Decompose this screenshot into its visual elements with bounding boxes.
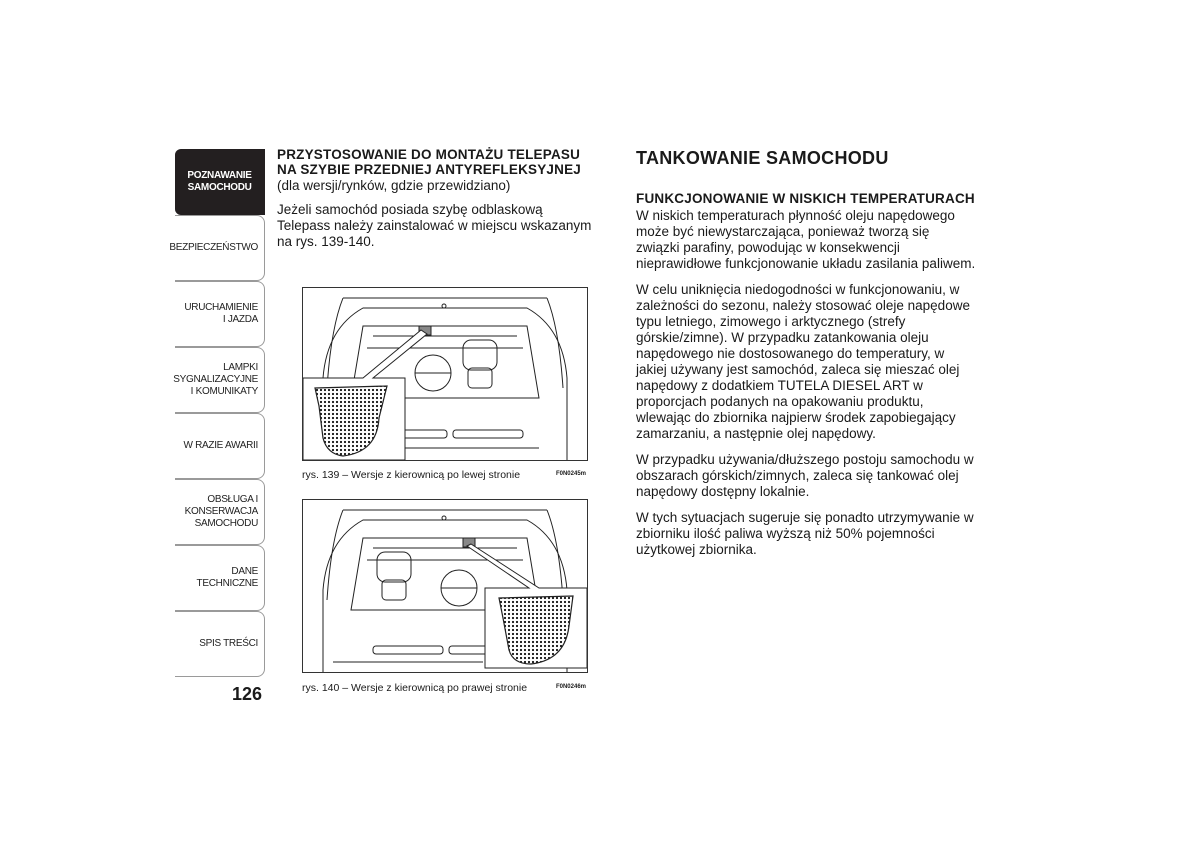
figure-139-caption-text: rys. 139 – Wersje z kierownicą po lewej stronie	[302, 469, 521, 481]
telepass-subtitle: (dla wersji/rynków, gdzie przewidziano)	[277, 178, 511, 193]
tab-bezpieczenstwo[interactable]: BEZPIECZEŃSTWO	[175, 215, 265, 281]
tab-w-razie-awarii[interactable]: W RAZIE AWARII	[175, 413, 265, 479]
tab-dane-techniczne[interactable]: DANE TECHNICZNE	[175, 545, 265, 611]
low-temperature-title: FUNKCJONOWANIE W NISKICH TEMPERATURACH	[636, 191, 975, 206]
figure-139-illustration	[302, 287, 588, 461]
tab-lampki-sygnalizacyjne[interactable]: LAMPKI SYGNALIZACYJNE I KOMUNIKATY	[175, 347, 265, 413]
tab-obsluga-i-konserwacja[interactable]: OBSŁUGA I KONSERWACJA SAMOCHODU	[175, 479, 265, 545]
refuelling-section	[636, 147, 976, 568]
low-temperature-paragraph-1: W niskich temperaturach płynność oleju napędowego może być niewystarczająca, ponieważ tworzą się związki parafiny, powodując w konsekwencji nieprawidłowe funkcjonowanie układu zasilania paliwem.	[636, 208, 976, 271]
low-temperature-paragraph-3: W przypadku używania/dłuższego postoju samochodu w obszarach górskich/zimnych, zaleca się tankować olej napędowy dostępny lokalnie.	[636, 452, 974, 499]
telepass-paragraph: Jeżeli samochód posiada szybę odblaskową Telepass należy zainstalować w miejscu wskazanym na rys. 139-140.	[277, 202, 592, 249]
refuelling-title: TANKOWANIE SAMOCHODU	[636, 148, 889, 168]
low-temperature-paragraph-4: W tych sytuacjach sugeruje się ponadto utrzymywanie w zbiorniku ilość paliwa wyższą niż 50% pojemności użytkowej zbiornika.	[636, 510, 974, 557]
low-temperature-paragraph-2: W celu uniknięcia niedogodności w funkcjonowaniu, w zależności do sezonu, należy stosować oleje napędowe typu letniego, zimowego i arktycznego (strefy górskie/zimne). W przypadku zatankowania oleju napędowego nie dostosowanego do temperatury, w jakiej używany jest samochód, zaleca się mieszać olej napędowy z dodatkiem TUTELA DIESEL ART w proporcjach podanych na opakowaniu produktu, wlewając do zbiornika najpierw środek zapobiegający zamarzaniu, a następnie olej napędowy.	[636, 282, 970, 441]
chapter-tabs	[169, 149, 265, 677]
figure-139-code: F0N0245m	[555, 471, 586, 477]
tab-uruchamienie-i-jazda[interactable]: URUCHAMIENIE I JAZDA	[175, 281, 265, 347]
telepass-section	[277, 147, 595, 260]
tab-spis-tresci[interactable]: SPIS TREŚCI	[175, 611, 265, 677]
figure-140-caption-text: rys. 140 – Wersje z kierownicą po prawej stronie	[302, 682, 528, 694]
figure-140-caption	[302, 682, 586, 694]
figure-140-illustration	[302, 499, 588, 673]
figure-139-caption	[302, 469, 586, 481]
telepass-title: PRZYSTOSOWANIE DO MONTAŻU TELEPASU NA SZYBIE PRZEDNIEJ ANTYREFLEKSYJNEJ	[277, 147, 582, 177]
tab-poznawanie-samochodu[interactable]: POZNAWANIE SAMOCHODU	[175, 149, 265, 215]
page-number: 126	[231, 684, 262, 704]
figure-140-code: F0N0246m	[555, 684, 586, 690]
